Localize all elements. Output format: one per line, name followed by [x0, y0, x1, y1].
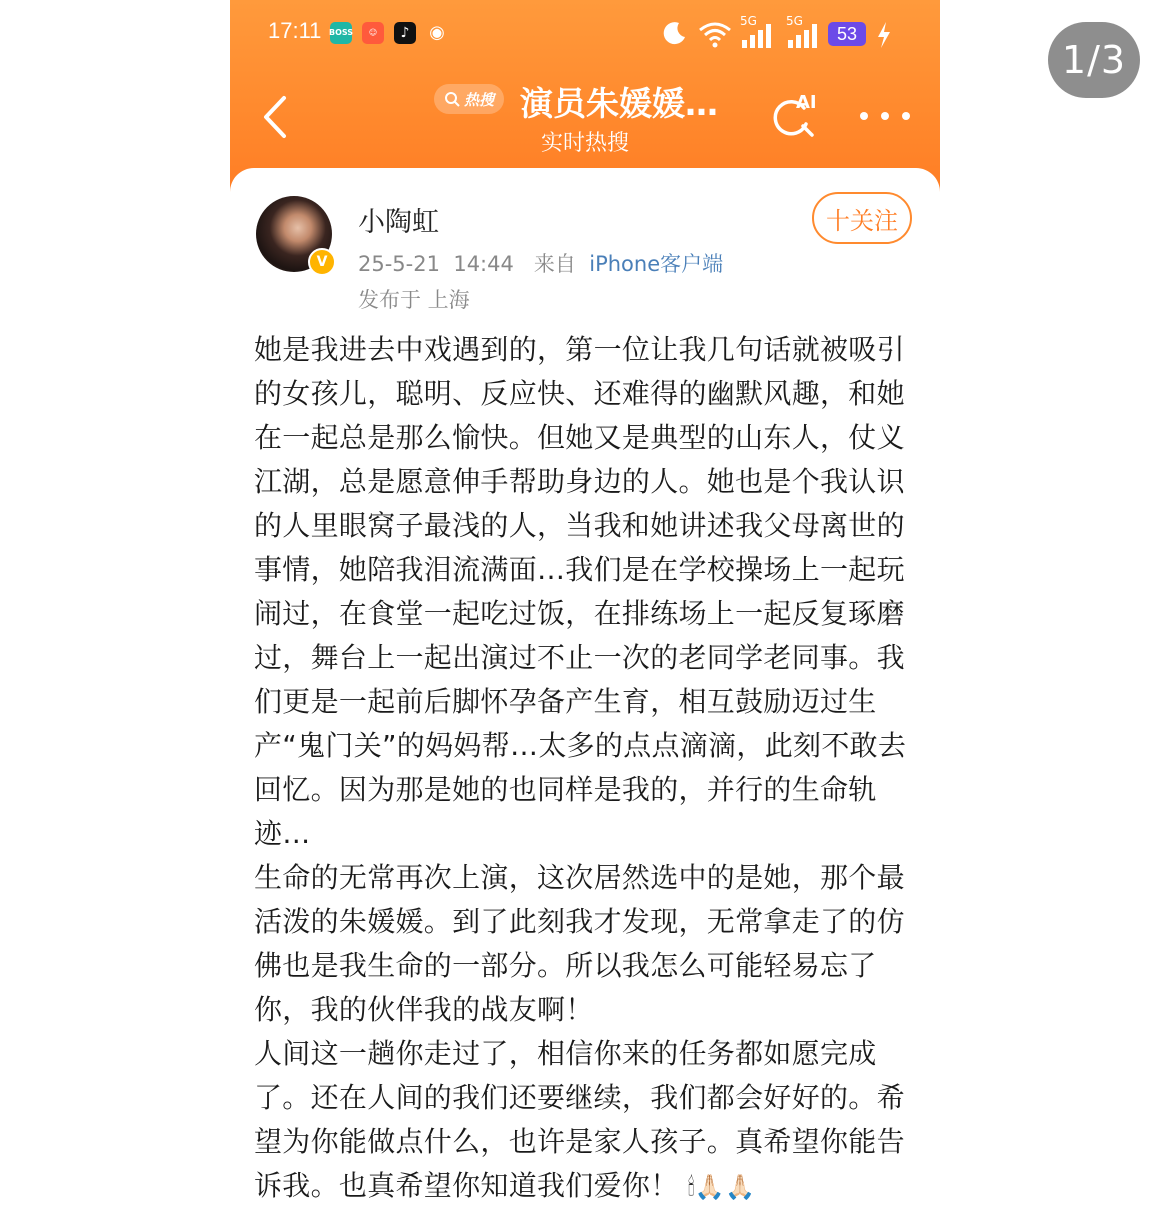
boss-zhipin-icon: BOSS — [330, 22, 352, 44]
tiktok-icon: ♪ — [394, 22, 416, 44]
post-body — [254, 328, 914, 1208]
charging-icon — [876, 22, 892, 48]
battery-indicator: 53 — [828, 22, 866, 46]
ai-search-button[interactable] — [770, 92, 820, 142]
phone-screen — [230, 0, 940, 1208]
page-title: 演员朱媛媛… — [520, 84, 718, 123]
ai-label: AI — [796, 92, 817, 113]
wifi-icon — [698, 20, 732, 48]
post-paragraph-text: 人间这一趟你走过了，相信你来的任务都如愿完成了。还在人间的我们还要继续，我们都会好好的。希望为你能做点什么，也许是家人孩子。真希望你能告诉我。也真希望你知道我们爱你！ — [254, 1037, 905, 1202]
status-time: 17:11 — [268, 18, 322, 43]
hot-tag-label: 热搜 — [464, 90, 495, 109]
post-date: 25-5-21 — [358, 252, 440, 276]
verified-icon: V — [308, 248, 336, 276]
more-dot-icon — [881, 112, 889, 120]
follow-button[interactable]: 十关注 — [812, 192, 912, 244]
post-meta — [358, 248, 723, 278]
post-time: 14:44 — [453, 252, 514, 276]
more-options-button[interactable] — [860, 98, 910, 134]
more-dot-icon — [902, 112, 910, 120]
post-source-link[interactable]: iPhone客户端 — [589, 252, 724, 276]
post-location: 发布于 上海 — [358, 288, 470, 312]
weibo-icon: ◉ — [429, 22, 445, 43]
from-label: 来自 — [533, 252, 576, 276]
nav-bar — [230, 70, 940, 170]
status-bar — [230, 14, 940, 54]
page-subtitle: 实时热搜 — [540, 131, 629, 156]
post-paragraph — [254, 1032, 914, 1208]
network-label-1: 5G — [740, 14, 757, 28]
network-label-2: 5G — [786, 14, 803, 28]
post-paragraph: 生命的无常再次上演，这次居然选中的是她，那个最活泼的朱媛媛。到了此刻我才发现，无常拿走了的仿佛也是我生命的一部分。所以我怎么可能轻易忘了你，我的伙伴我的战友啊！ — [254, 861, 905, 1026]
signal-icon-1 — [742, 24, 772, 48]
page-counter: 1/3 — [1048, 22, 1140, 98]
author-name[interactable]: 小陶虹 — [358, 207, 439, 238]
moon-icon — [662, 20, 688, 46]
hot-search-tag[interactable] — [434, 84, 504, 114]
app-icon: ☺ — [362, 22, 384, 44]
orange-header — [230, 0, 940, 196]
more-dot-icon — [860, 112, 868, 120]
candle-pray-emoji-icon: 🕯🙏🏻🙏🏻 — [687, 1173, 756, 1201]
post-paragraph: 她是我进去中戏遇到的，第一位让我几句话就被吸引的女孩儿，聪明、反应快、还难得的幽默风趣，和她在一起总是那么愉快。但她又是典型的山东人，仗义江湖，总是愿意伸手帮助身边的人。她也是个我认识的人里眼窝子最浅的人，当我和她讲述我父母离世的事情，她陪我泪流满面…我们是在学校操场上一起玩闹过，在食堂一起吃过饭，在排练场上一起反复琢磨过，舞台上一起出演过不止一次的老同学老同事。我们更是一起前后脚怀孕备产生育，相互鼓励迈过生产“鬼门关”的妈妈帮…太多的点点滴滴，此刻不敢去回忆。因为那是她的也同样是我的，并行的生命轨迹… — [254, 333, 907, 850]
post-card — [230, 168, 940, 1208]
signal-icon-2 — [788, 24, 818, 48]
search-icon — [444, 91, 460, 107]
